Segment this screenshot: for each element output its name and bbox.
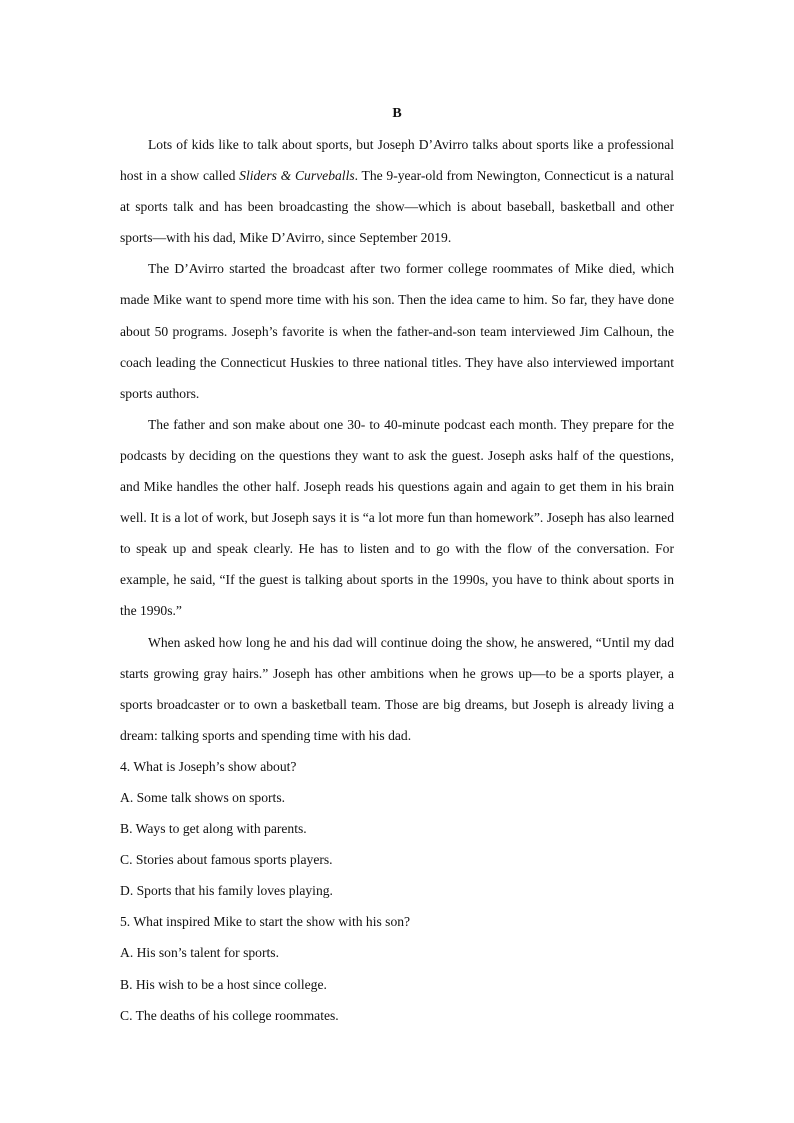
question-4 (120, 751, 674, 906)
passage-content (120, 98, 674, 1031)
question-5-option-c: C. The deaths of his college roommates. (120, 1007, 339, 1023)
question-5-option-a: A. His son’s talent for sports. (120, 945, 279, 961)
question-5-stem: 5. What inspired Mike to start the show with his son? (120, 914, 411, 930)
paragraph-1-text-after: . The 9-year-old from Newington, Connecticut is a natural at sports talk and has been broadcasting the show—which is about baseball, basketball and other sports—with his dad, Mike D’Avirro, since September 2019. (120, 168, 674, 246)
paragraph-1 (120, 129, 674, 253)
section-title: B (392, 106, 402, 121)
paragraph-3: The father and son make about one 30- to 40-minute podcast each month. They prepare for the podcasts by deciding on the questions they want to ask the guest. Joseph asks half of the questions, and Mike handles the other half. Joseph reads his questions again and again to get them in his brain well. It is a lot of work, but Joseph says it is “a lot more fun than homework”. Joseph has also learned to speak up and speak clearly. He has to listen and to go with the flow of the conversation. For example, he said, “If the guest is talking about sports in the 1990s, you have to think about sports in the 1990s.” (120, 416, 674, 619)
question-4-option-b: B. Ways to get along with parents. (120, 821, 307, 837)
question-4-option-c: C. Stories about famous sports players. (120, 852, 333, 868)
question-4-stem: 4. What is Joseph’s show about? (120, 758, 297, 774)
paragraph-4: When asked how long he and his dad will continue doing the show, he answered, “Until my dad starts growing gray hairs.” Joseph has other ambitions when he grows up—to be a sports player, a sports broadcaster or to own a basketball team. Those are big dreams, but Joseph is already living a dream: talking sports and spending time with his dad. (120, 634, 674, 743)
question-5 (120, 906, 674, 1030)
question-5-option-b: B. His wish to be a host since college. (120, 976, 327, 992)
paragraph-1-text-before: Lots of kids like to talk about sports, but Joseph D’Avirro talks about sports like a professional host in a show called (120, 137, 674, 184)
paragraph-2: The D’Avirro started the broadcast after two former college roommates of Mike died, which made Mike want to spend more time with his son. Then the idea came to him. So far, they have done about 50 programs. Joseph’s favorite is when the father-and-son team interviewed Jim Calhoun, the coach leading the Connecticut Huskies to three national titles. They have also interviewed important sports authors. (120, 261, 674, 401)
show-title: Sliders & Curveballs (239, 168, 355, 184)
question-4-option-a: A. Some talk shows on sports. (120, 789, 286, 805)
question-4-option-d: D. Sports that his family loves playing. (120, 883, 333, 899)
